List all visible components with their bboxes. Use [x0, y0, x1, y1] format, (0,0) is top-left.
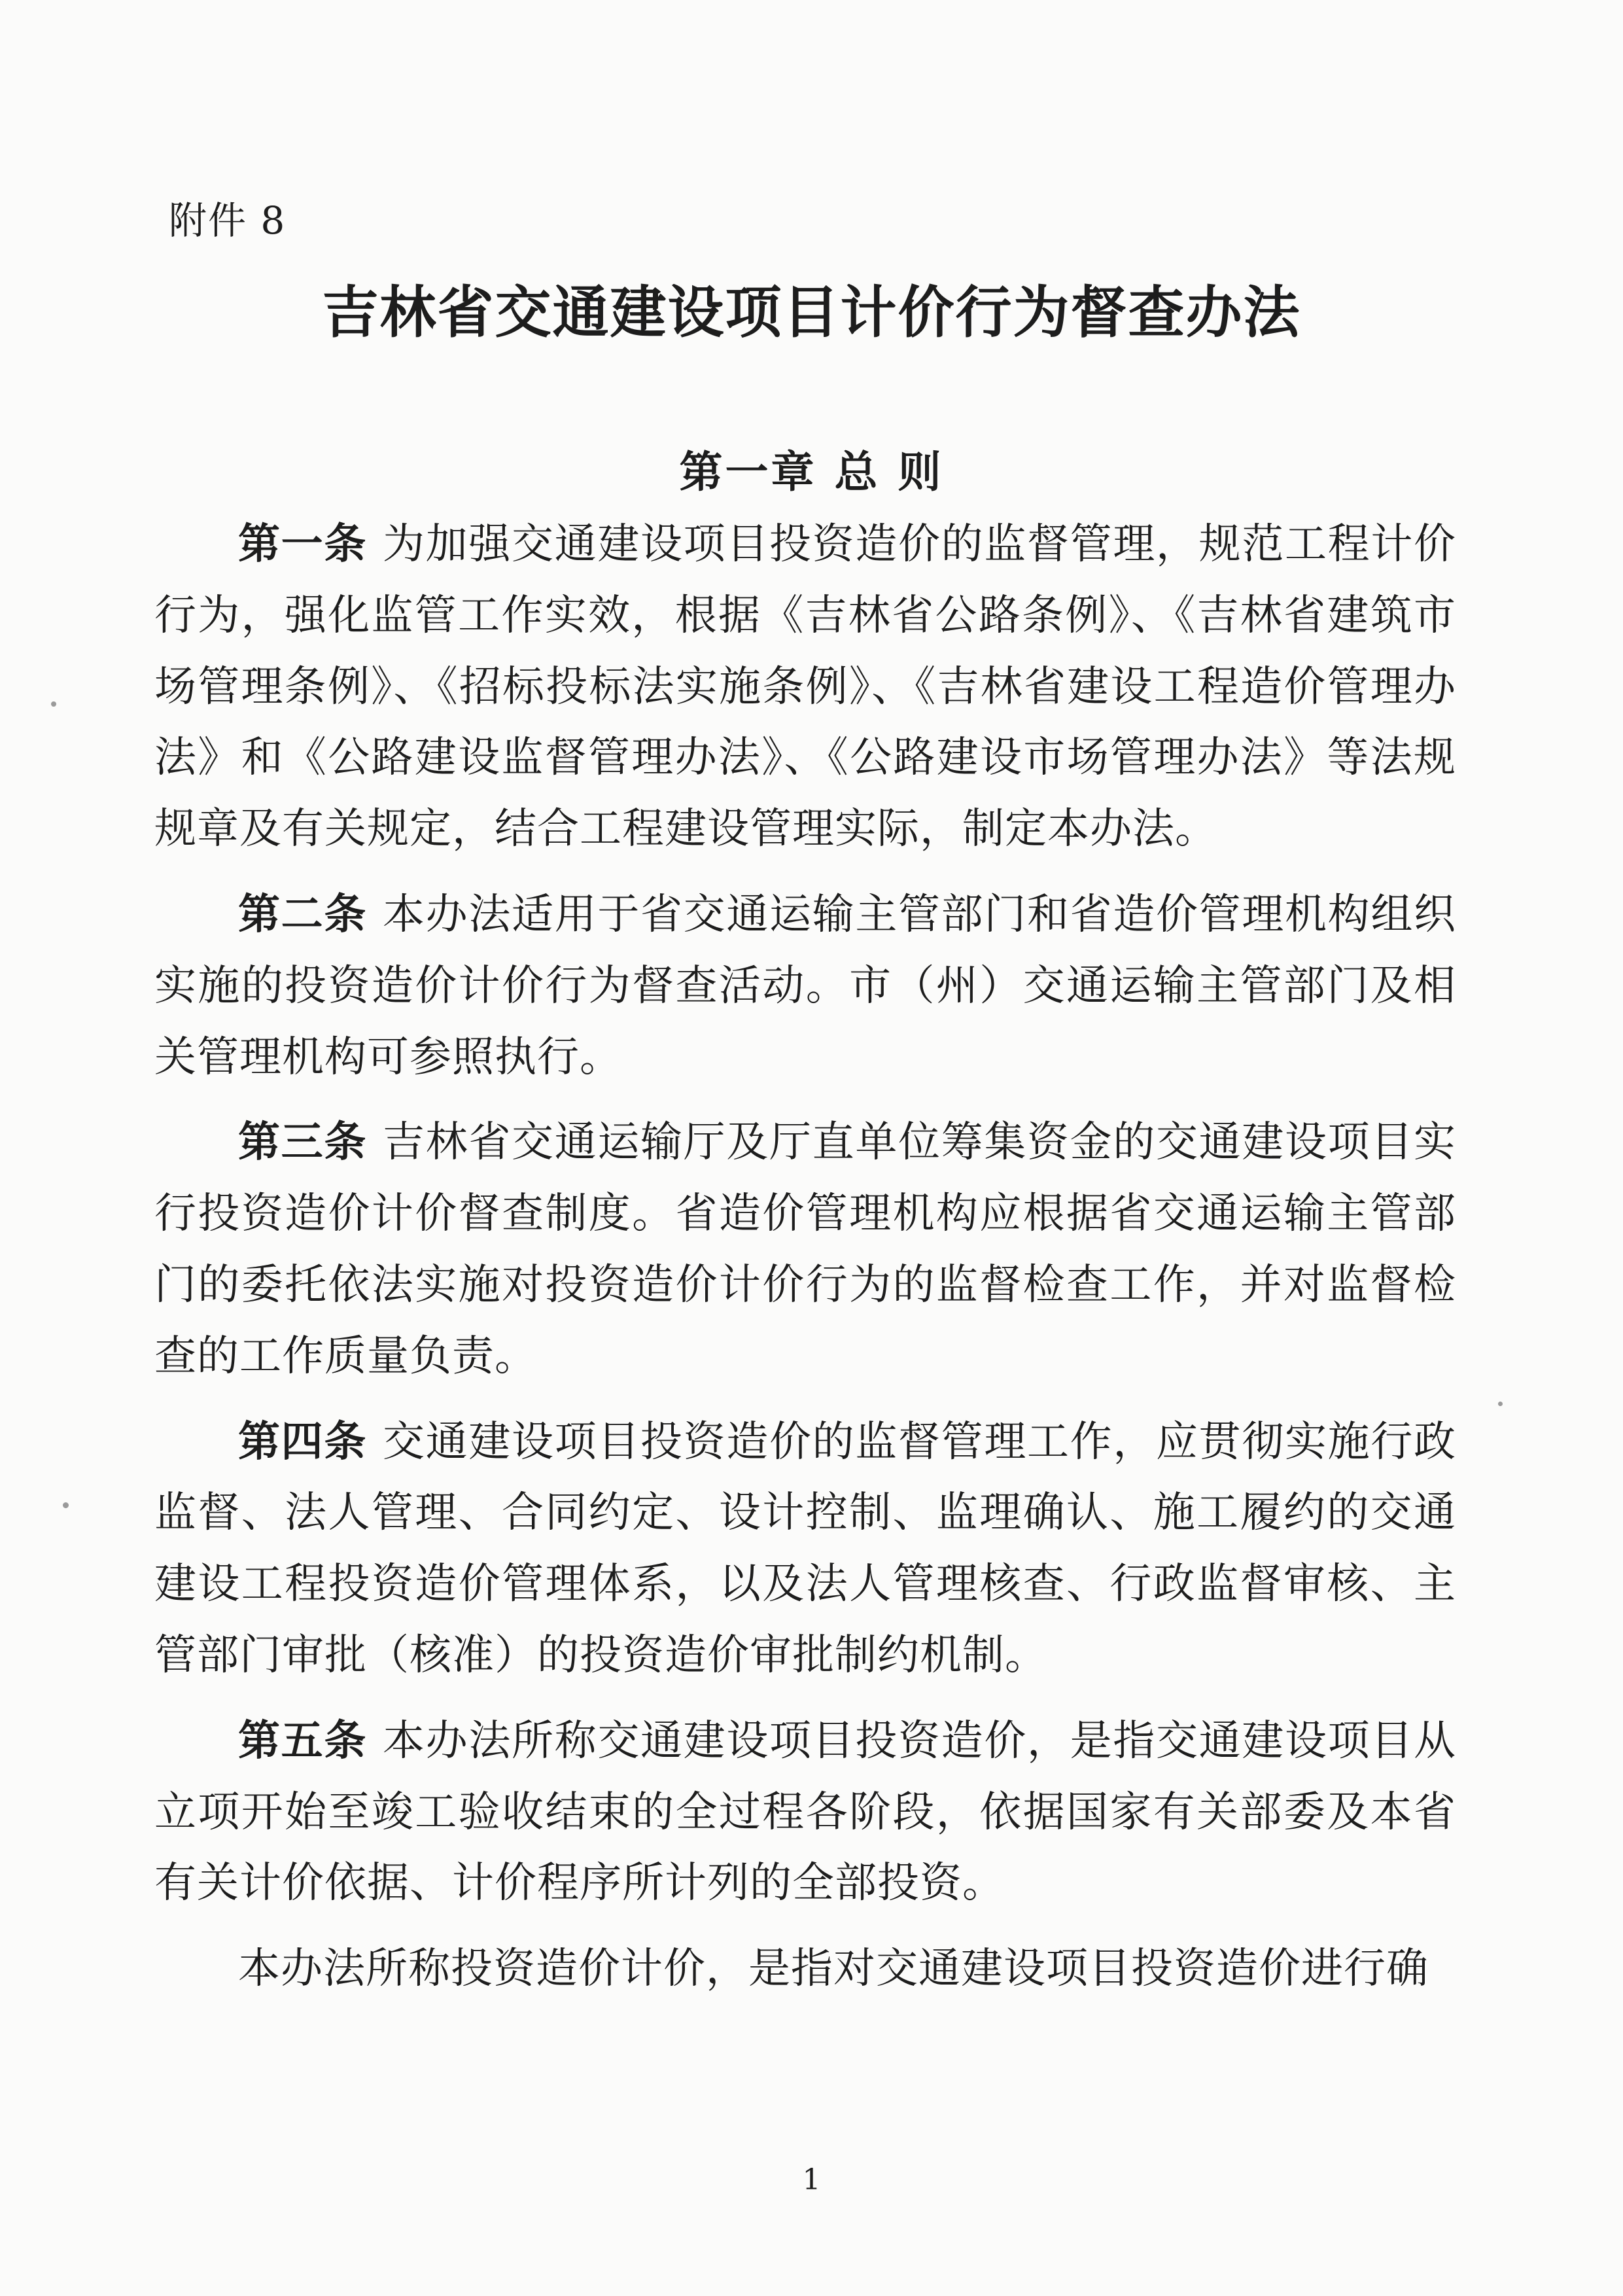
article-text: 交通建设项目投资造价的监督管理工作，应贯彻实施行政监督、法人管理、合同约定、设计控制、监理确认、施工履约的交通建设工程投资造价管理体系，以及法人管理核查、行政监督审核、主管部门审批（核准）的投资造价审批制约机制。 — [154, 1417, 1456, 1680]
scan-speck — [51, 701, 56, 707]
article-label: 第五条 — [238, 1716, 367, 1765]
article-label: 第二条 — [238, 889, 367, 939]
article-3 — [154, 1107, 1456, 1392]
chapter-heading: 第一章 总 则 — [679, 446, 944, 497]
document-title: 吉林省交通建设项目计价行为督查办法 — [322, 279, 1301, 345]
scan-speck — [1498, 1402, 1503, 1406]
article-text: 吉林省交通运输厅及厅直单位筹集资金的交通建设项目实行投资造价计价督查制度。省造价管理机构应根据省交通运输主管部门的委托依法实施对投资造价计价行为的监督检查工作，并对监督检查的工作质量负责。 — [154, 1118, 1456, 1381]
article-label: 第四条 — [238, 1417, 367, 1466]
article-text: 为加强交通建设项目投资造价的监督管理，规范工程计价行为，强化监管工作实效，根据《吉林省公路条例》、《吉林省建筑市场管理条例》、《招标投标法实施条例》、《吉林省建设工程造价管理办法》和《公路建设监督管理办法》、《公路建设市场管理办法》等法规规章及有关规定，结合工程建设管理实际，制定本办法。 — [154, 520, 1456, 854]
article-label: 第一条 — [238, 520, 367, 569]
document-body — [154, 509, 1456, 2019]
article-1 — [154, 509, 1456, 865]
continuation-paragraph: 本办法所称投资造价计价，是指对交通建设项目投资造价进行确 — [238, 1945, 1429, 1994]
article-text: 本办法所称交通建设项目投资造价，是指交通建设项目从立项开始至竣工验收结束的全过程各阶段，依据国家有关部委及本省有关计价依据、计价程序所计列的全部投资。 — [154, 1716, 1456, 1908]
article-5 — [154, 1706, 1456, 1919]
attachment-label: 附件 8 — [169, 198, 287, 243]
article-text: 本办法适用于省交通运输主管部门和省造价管理机构组织实施的投资造价计价行为督查活动。市（州）交通运输主管部门及相关管理机构可参照执行。 — [154, 890, 1456, 1082]
article-2 — [154, 879, 1456, 1093]
page-number: 1 — [802, 2163, 821, 2197]
scan-speck — [63, 1502, 69, 1508]
article-label: 第三条 — [238, 1118, 367, 1167]
article-4 — [154, 1407, 1456, 1691]
